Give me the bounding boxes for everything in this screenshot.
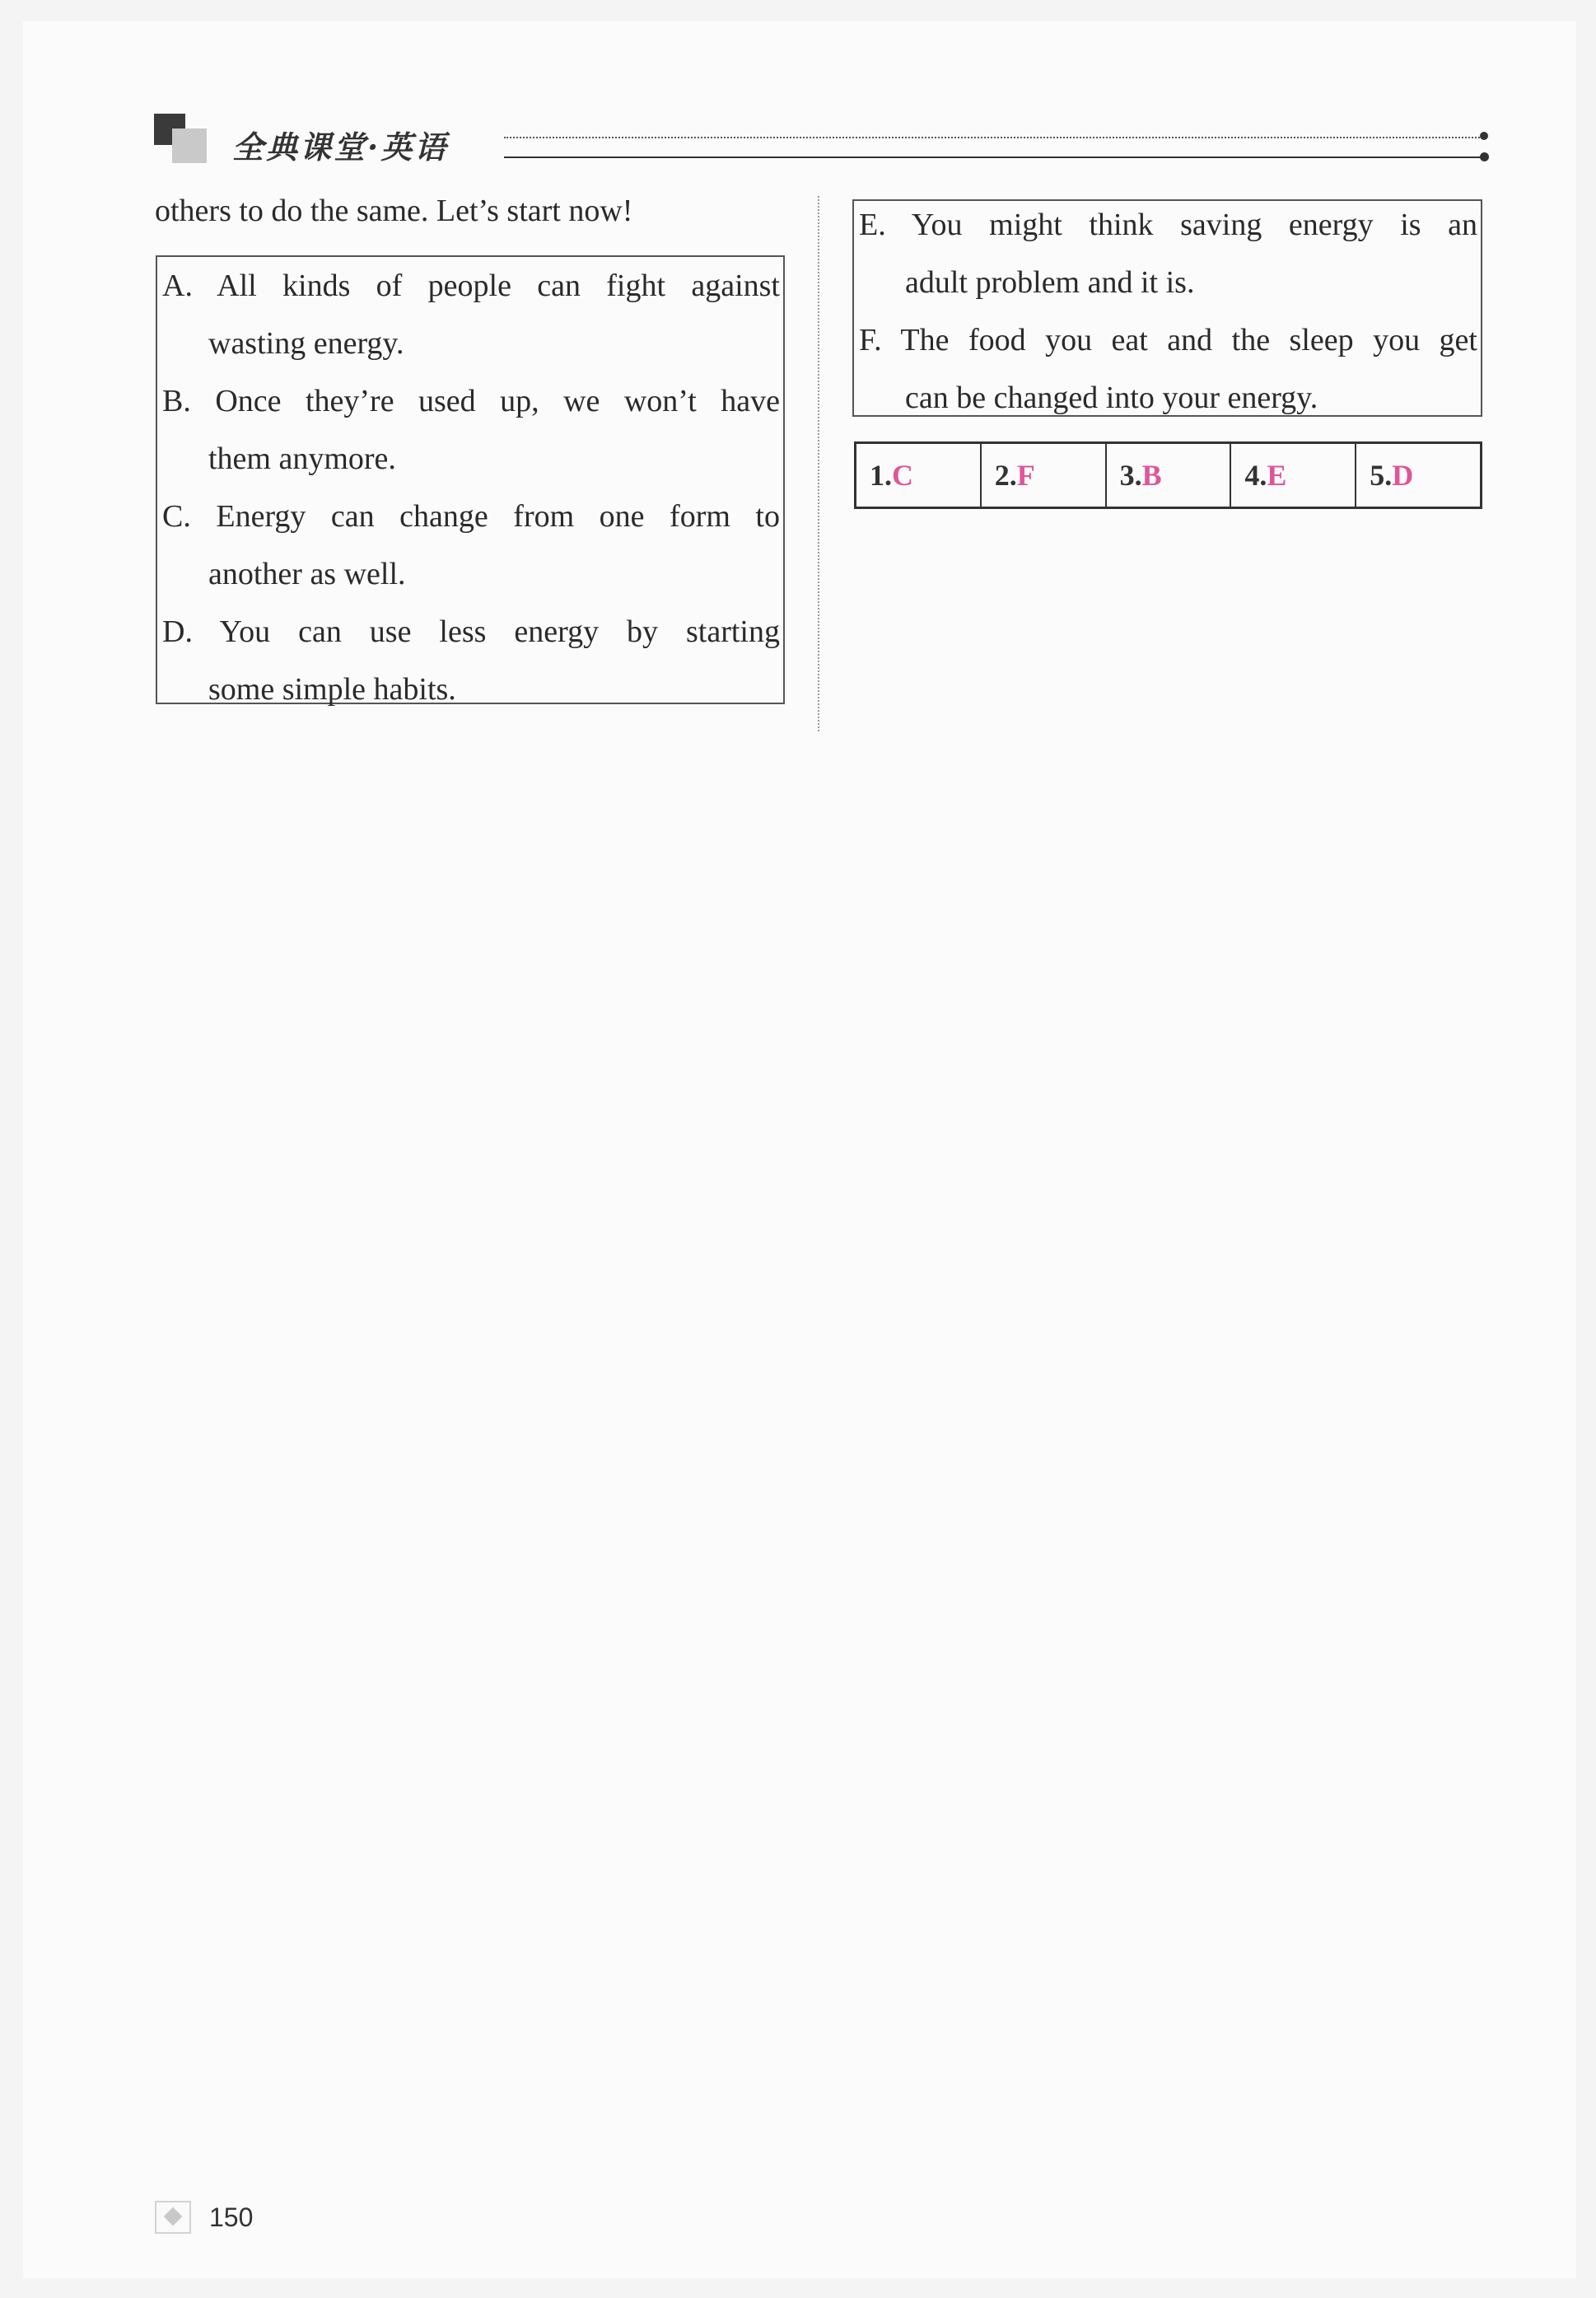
- page-number: 150: [209, 2202, 254, 2232]
- option-a-line2: wasting energy.: [208, 326, 404, 361]
- option-e-line2: adult problem and it is.: [905, 265, 1195, 300]
- page-number-diamond-icon: [155, 2201, 191, 2234]
- option-c-line2: another as well.: [208, 557, 406, 591]
- option-f-line2: can be changed into your energy.: [905, 381, 1318, 415]
- answer-cell: 1.C: [856, 444, 982, 507]
- column-divider: [818, 196, 819, 731]
- option-b-line2: them anymore.: [208, 441, 396, 476]
- option-d-line2: some simple habits.: [208, 672, 456, 707]
- answer-table: [854, 441, 1482, 509]
- header-title: 全典课堂·英语: [232, 128, 449, 166]
- header-rule-dot: [1480, 152, 1489, 161]
- page-header: [154, 114, 1488, 166]
- header-dotted-rule: [504, 137, 1486, 138]
- answer-cell: 4.E: [1231, 444, 1356, 507]
- option-b-line1: B. Once they’re used up, we won’t have: [162, 384, 781, 418]
- answer-cell: 5.D: [1370, 459, 1414, 492]
- passage-lead-text: others to do the same. Let’s start now!: [155, 194, 633, 228]
- answer-cell: 2.F: [982, 444, 1107, 507]
- option-a-line1: A. All kinds of people can fight against: [162, 269, 780, 303]
- options-box-right: [852, 199, 1482, 417]
- option-c-line1: C. Energy can change from one form to: [162, 499, 780, 534]
- option-d-line1: D. You can use less energy by starting: [162, 614, 780, 649]
- option-f-line1: F. The food you eat and the sleep you get: [859, 323, 1477, 357]
- option-e-line1: E. You might think saving energy is an: [859, 208, 1477, 242]
- header-logo-block-light: [172, 128, 207, 163]
- answer-cell: 3.B: [1107, 444, 1232, 507]
- header-solid-rule: [504, 156, 1486, 158]
- options-box-left: [156, 255, 785, 707]
- header-rule-dot: [1480, 132, 1488, 140]
